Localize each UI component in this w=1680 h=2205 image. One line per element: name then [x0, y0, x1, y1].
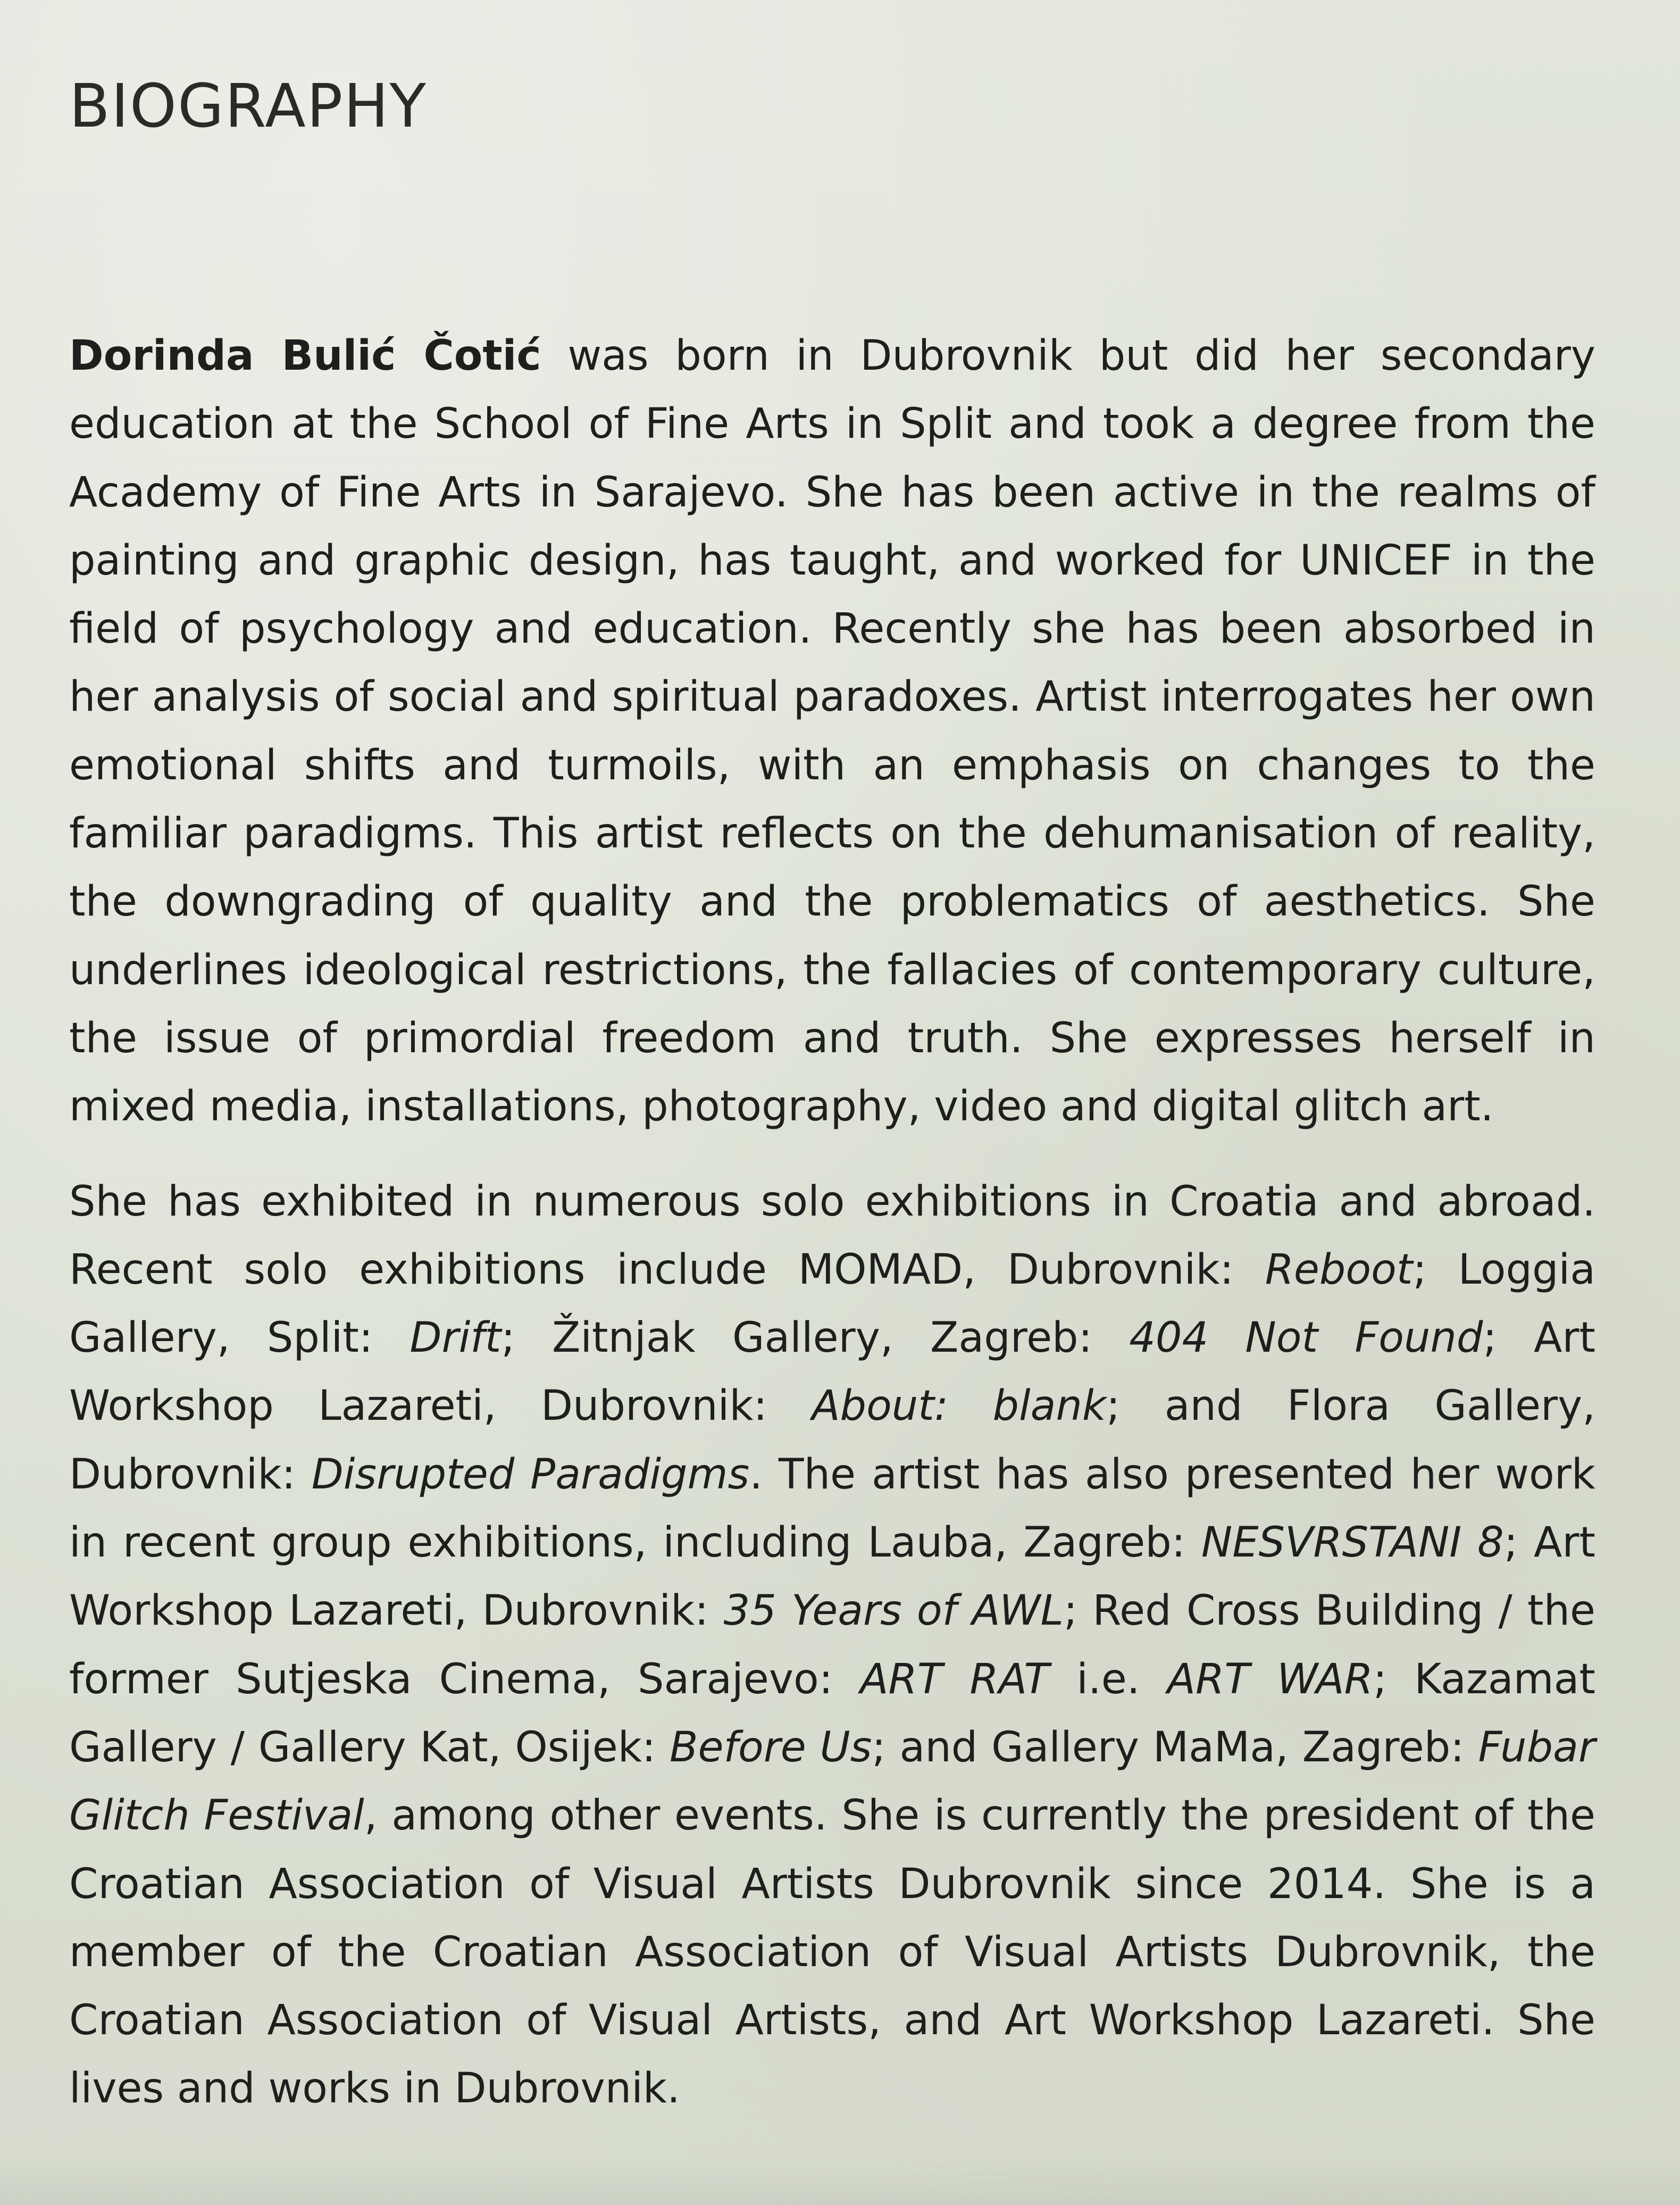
page-title: BIOGRAPHY: [69, 72, 427, 141]
text-segment: , among other events. She is currently the president of the Croatian Association of Visual Artists Dubrovnik since 2014. She is a member of the Croatian Association of Visual Artists Dubrovnik, the Croatian Association of Visual Artists, and Art Workshop Lazareti. She lives and works in Dubrovnik.: [69, 1792, 1595, 2113]
artist-name: Dorinda Bulić Čotić: [69, 332, 541, 380]
biography-panel: [69, 64, 1595, 2123]
paragraph-1-text: was born in Dubrovnik but did her secondary education at the School of Fine Arts in Split and took a degree from the Academy of Fine Arts in Sarajevo. She has been active in the realms of painting and graphic design, has taught, and worked for UNICEF in the field of psychology and education. Recently she has been absorbed in her analysis of social and spiritual paradoxes. Artist interrogates her own emotional shifts and turmoils, with an emphasis on changes to the familiar paradigms. This artist reflects on the dehumanisation of reality, the downgrading of quality and the problematics of aesthetics. She underlines ideological restrictions, the fallacies of contemporary culture, the issue of primordial freedom and truth. She expresses herself in mixed media, installations, photography, video and digital glitch art.: [69, 332, 1596, 1131]
biography-paragraph-2: [69, 1168, 1595, 2123]
text-segment: ; Art Workshop Lazareti, Dubrovnik:: [69, 1314, 1595, 1430]
exhibition-title: NESVRSTANI 8: [1201, 1519, 1504, 1567]
text-segment: ; and Gallery MaMa, Zagreb:: [872, 1723, 1478, 1771]
exhibition-title: Reboot: [1265, 1245, 1413, 1294]
text-segment: ; Red Cross Building / the former Sutjeska Cinema, Sarajevo:: [69, 1587, 1595, 1703]
exhibition-title: Drift: [409, 1314, 502, 1362]
exhibition-title: Before Us: [670, 1723, 872, 1771]
exhibition-title: ART WAR: [1167, 1655, 1373, 1703]
exhibition-title: 35 Years of AWL: [723, 1587, 1064, 1635]
text-segment: ; and Flora Gallery, Dubrovnik:: [69, 1382, 1596, 1499]
exhibition-title: ART RAT: [860, 1655, 1050, 1703]
exhibition-title: Disrupted Paradigms: [311, 1450, 750, 1499]
exhibition-title: About: blank: [812, 1382, 1107, 1430]
text-segment: She has exhibited in numerous solo exhibitions in Croatia and abroad. Recent solo exhibitions include MOMAD, Dubrovnik:: [69, 1177, 1595, 1294]
text-segment: ; Žitnjak Gallery, Zagreb:: [501, 1314, 1130, 1362]
text-segment: . The artist has also presented her work in recent group exhibitions, including Lauba, Zagreb:: [69, 1450, 1595, 1567]
text-segment: ; Loggia Gallery, Split:: [69, 1245, 1595, 1362]
text-segment: ; Kazamat Gallery / Gallery Kat, Osijek:: [69, 1655, 1595, 1771]
text-segment: ; Art Workshop Lazareti, Dubrovnik:: [69, 1519, 1595, 1635]
exhibition-title: Fubar Glitch Festival: [69, 1723, 1595, 1840]
text-segment: i.e.: [1049, 1655, 1167, 1703]
exhibition-title: 404 Not Found: [1129, 1314, 1483, 1362]
wall-bottom-shadow: [0, 2157, 1680, 2205]
biography-paragraph-1: [69, 322, 1595, 1141]
